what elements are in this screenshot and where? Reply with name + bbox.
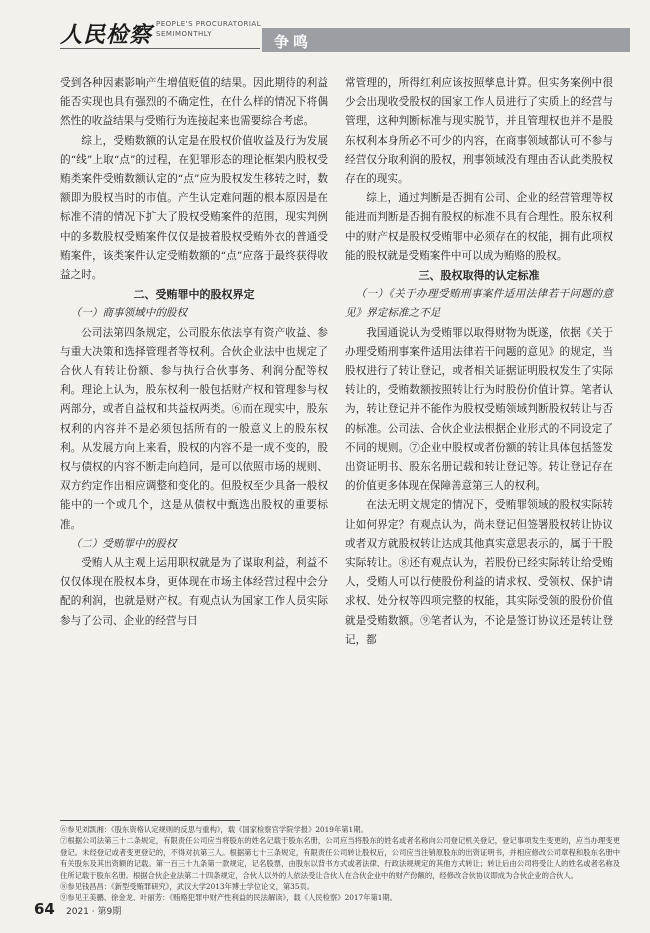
footnote-divider	[60, 820, 240, 821]
paragraph: 在法无明文规定的情况下，受贿罪领域的股权实际转让如何界定？有观点认为，尚未登记但签署股权转让协议或者双方就股权转让达成其他真实意思表示的，属于干股实际转让。⑧还有观点认为，若股份已经实际转让给受贿人，受贿人可以行使股份利益的请求权、受领权、保护请求权、处分权等四项完整的权能，其实际受领的股份价值就是受贿数额。⑨笔者认为，不论是签订协议还是转让登记，都	[345, 499, 613, 646]
footnote: ⑧参见钱昌昌：《新型受贿罪研究》，武汉大学2013年博士学位论文，第35页。	[60, 882, 315, 892]
paragraph: 综上，通过判断是否拥有公司、企业的经营管理等权能进而判断是否拥有股权的标准不具有合理性。股东权利中的财产权是股权受贿罪中必须存在的权能，拥有此项权能的股权就是受贿案件中可以成为贿赂的股权。	[345, 192, 613, 262]
paragraph: 综上，受贿数额的认定是在股权价值收益及行为发展的“线”上取“点”的过程，在犯罪形态的理论框架内股权受贿类案件受贿数额认定的“点”应为股权发生移转之时，数额即为股权当时的市值。产生认定难问题的根本原因是在标准不清的情况下扩大了股权受贿案件的范围，现实判例中的多数股权受贿案件仅仅是披着股权受贿外衣的普通受贿案件，该类案件认定受贿数额的“点”应落于最终获得收益之时。	[60, 134, 328, 282]
journal-english-name	[156, 19, 261, 39]
journal-logo: 人民检察	[60, 22, 153, 48]
left-column	[60, 74, 328, 631]
page-footer	[0, 900, 650, 924]
subsection-heading: （二）受贿罪中的股权	[70, 537, 177, 550]
footnote: ⑨参见王美鹏、徐金龙、叶丽芳：《贿赂犯罪中财产性利益的民法解读》，载《人民检察》2017年第1期。	[60, 893, 397, 903]
paragraph: 受贿人从主观上运用职权就是为了谋取利益，利益不仅仅体现在股权本身，更体现在市场主体经营过程中会分配的利润，也就是财产权。有观点认为国家工作人员实际参与了公司、企业的经营与日	[60, 557, 328, 627]
footnotes	[60, 824, 620, 904]
section-heading: 三、股权取得的认定标准	[418, 269, 540, 283]
paragraph: 常管理的，所得红利应该按照孳息计算。但实务案例中很少会出现收受股权的国家工作人员进行了实质上的经营与管理，这种判断标准与现实脱节，并且管理权也并不是股东权利本身所必不可少的内容，在商事领域都认可不参与经营仅分取利润的股权，刑事领域没有理由否认此类股权存在的现实。	[345, 77, 613, 186]
right-column	[345, 74, 613, 650]
journal-english-line1: PEOPLE'S PROCURATORIAL	[156, 20, 262, 28]
footnote: ⑥参见刘凯湘：《股东资格认定规则的反思与重构》，载《国家检察官学院学报》2019年第1期。	[60, 825, 368, 834]
header-divider	[60, 48, 260, 49]
section-heading: 二、受贿罪中的股权界定	[133, 288, 255, 302]
footnote: ⑦根据公司法第三十二条规定，有限责任公司应当将股东的姓名记载于股东名册，公司应当将股东的姓名或者名称向公司登记机关登记，登记事项发生变更的，应当办理变更登记。未经登记或者变更登记的，不得对抗第三人。根据第七十三条规定，有限责任公司转让股权后，公司应当注销原股东的出资证明书，并相应修改公司章程和股东名册中有关股东及其出资额的记载。第一百三十九条第一款规定，记名股票，由股东以背书方式或者法律、行政法规规定的其他方式转让；转让后由公司将受让人的姓名或者名称及住所记载于股东名册。根据合伙企业法第二十四条规定，合伙人以外的人依法受让合伙人在合伙企业中的财产份额的，经修改合伙协议即成为合伙企业的合伙人。	[60, 836, 620, 880]
section-label: 争鸣	[274, 33, 313, 51]
section-banner	[262, 28, 630, 52]
page-number: 64	[34, 900, 55, 918]
journal-english-line2: SEMIMONTHLY	[156, 30, 213, 38]
subsection-heading: （一）《关于办理受贿刑事案件适用法律若干问题的意见》界定标准之不足	[345, 288, 613, 320]
page-header	[0, 0, 650, 58]
subsection-heading: （一）商事领域中的股权	[70, 307, 188, 320]
paragraph: 我国通说认为受贿罪以取得财物为既遂，依据《关于办理受贿刑事案件适用法律若干问题的意见》的规定，当股权进行了转让登记，或者相关证据证明股权发生了实际转让的，受贿数额按照转让行为时股份价值计算。笔者认为，转让登记并不能作为股权受贿领域判断股权转让与否的标准。公司法、合伙企业法根据企业形式的不同设定了不同的规则。⑦企业中股权或者份额的转让具体包括签发出资证明书、股东名册记载和转让登记等。转让登记存在的价值更多体现在保障善意第三人的权利。	[345, 326, 613, 493]
paragraph: 公司法第四条规定，公司股东依法享有资产收益、参与重大决策和选择管理者等权利。合伙企业法中也规定了合伙人有转让份额、参与执行合伙事务、利润分配等权利。理论上认为，股东权利一般包括财产权和管理参与权两部分，或者自益权和共益权两类。⑥而在现实中，股东权利的内容并不是必须包括所有的一般意义上的股东权利。从发展方向上来看，股权的内容不是一成不变的，股权与债权的内容不断走向趋同，是可以依照市场的规则、双方约定作出相应调整和变化的。但股权至少具备一般权能中的一个或几个，这是从债权中甄选出股权的重要标准。	[60, 326, 328, 531]
paragraph: 受到各种因素影响产生增值贬值的结果。因此期待的利益能否实现也具有强烈的不确定性，在什么样的情况下将偶然性的收益结果与受贿行为连接起来也需要综合考虑。	[60, 77, 328, 128]
issue-label: 2021 · 第9期	[66, 907, 122, 917]
